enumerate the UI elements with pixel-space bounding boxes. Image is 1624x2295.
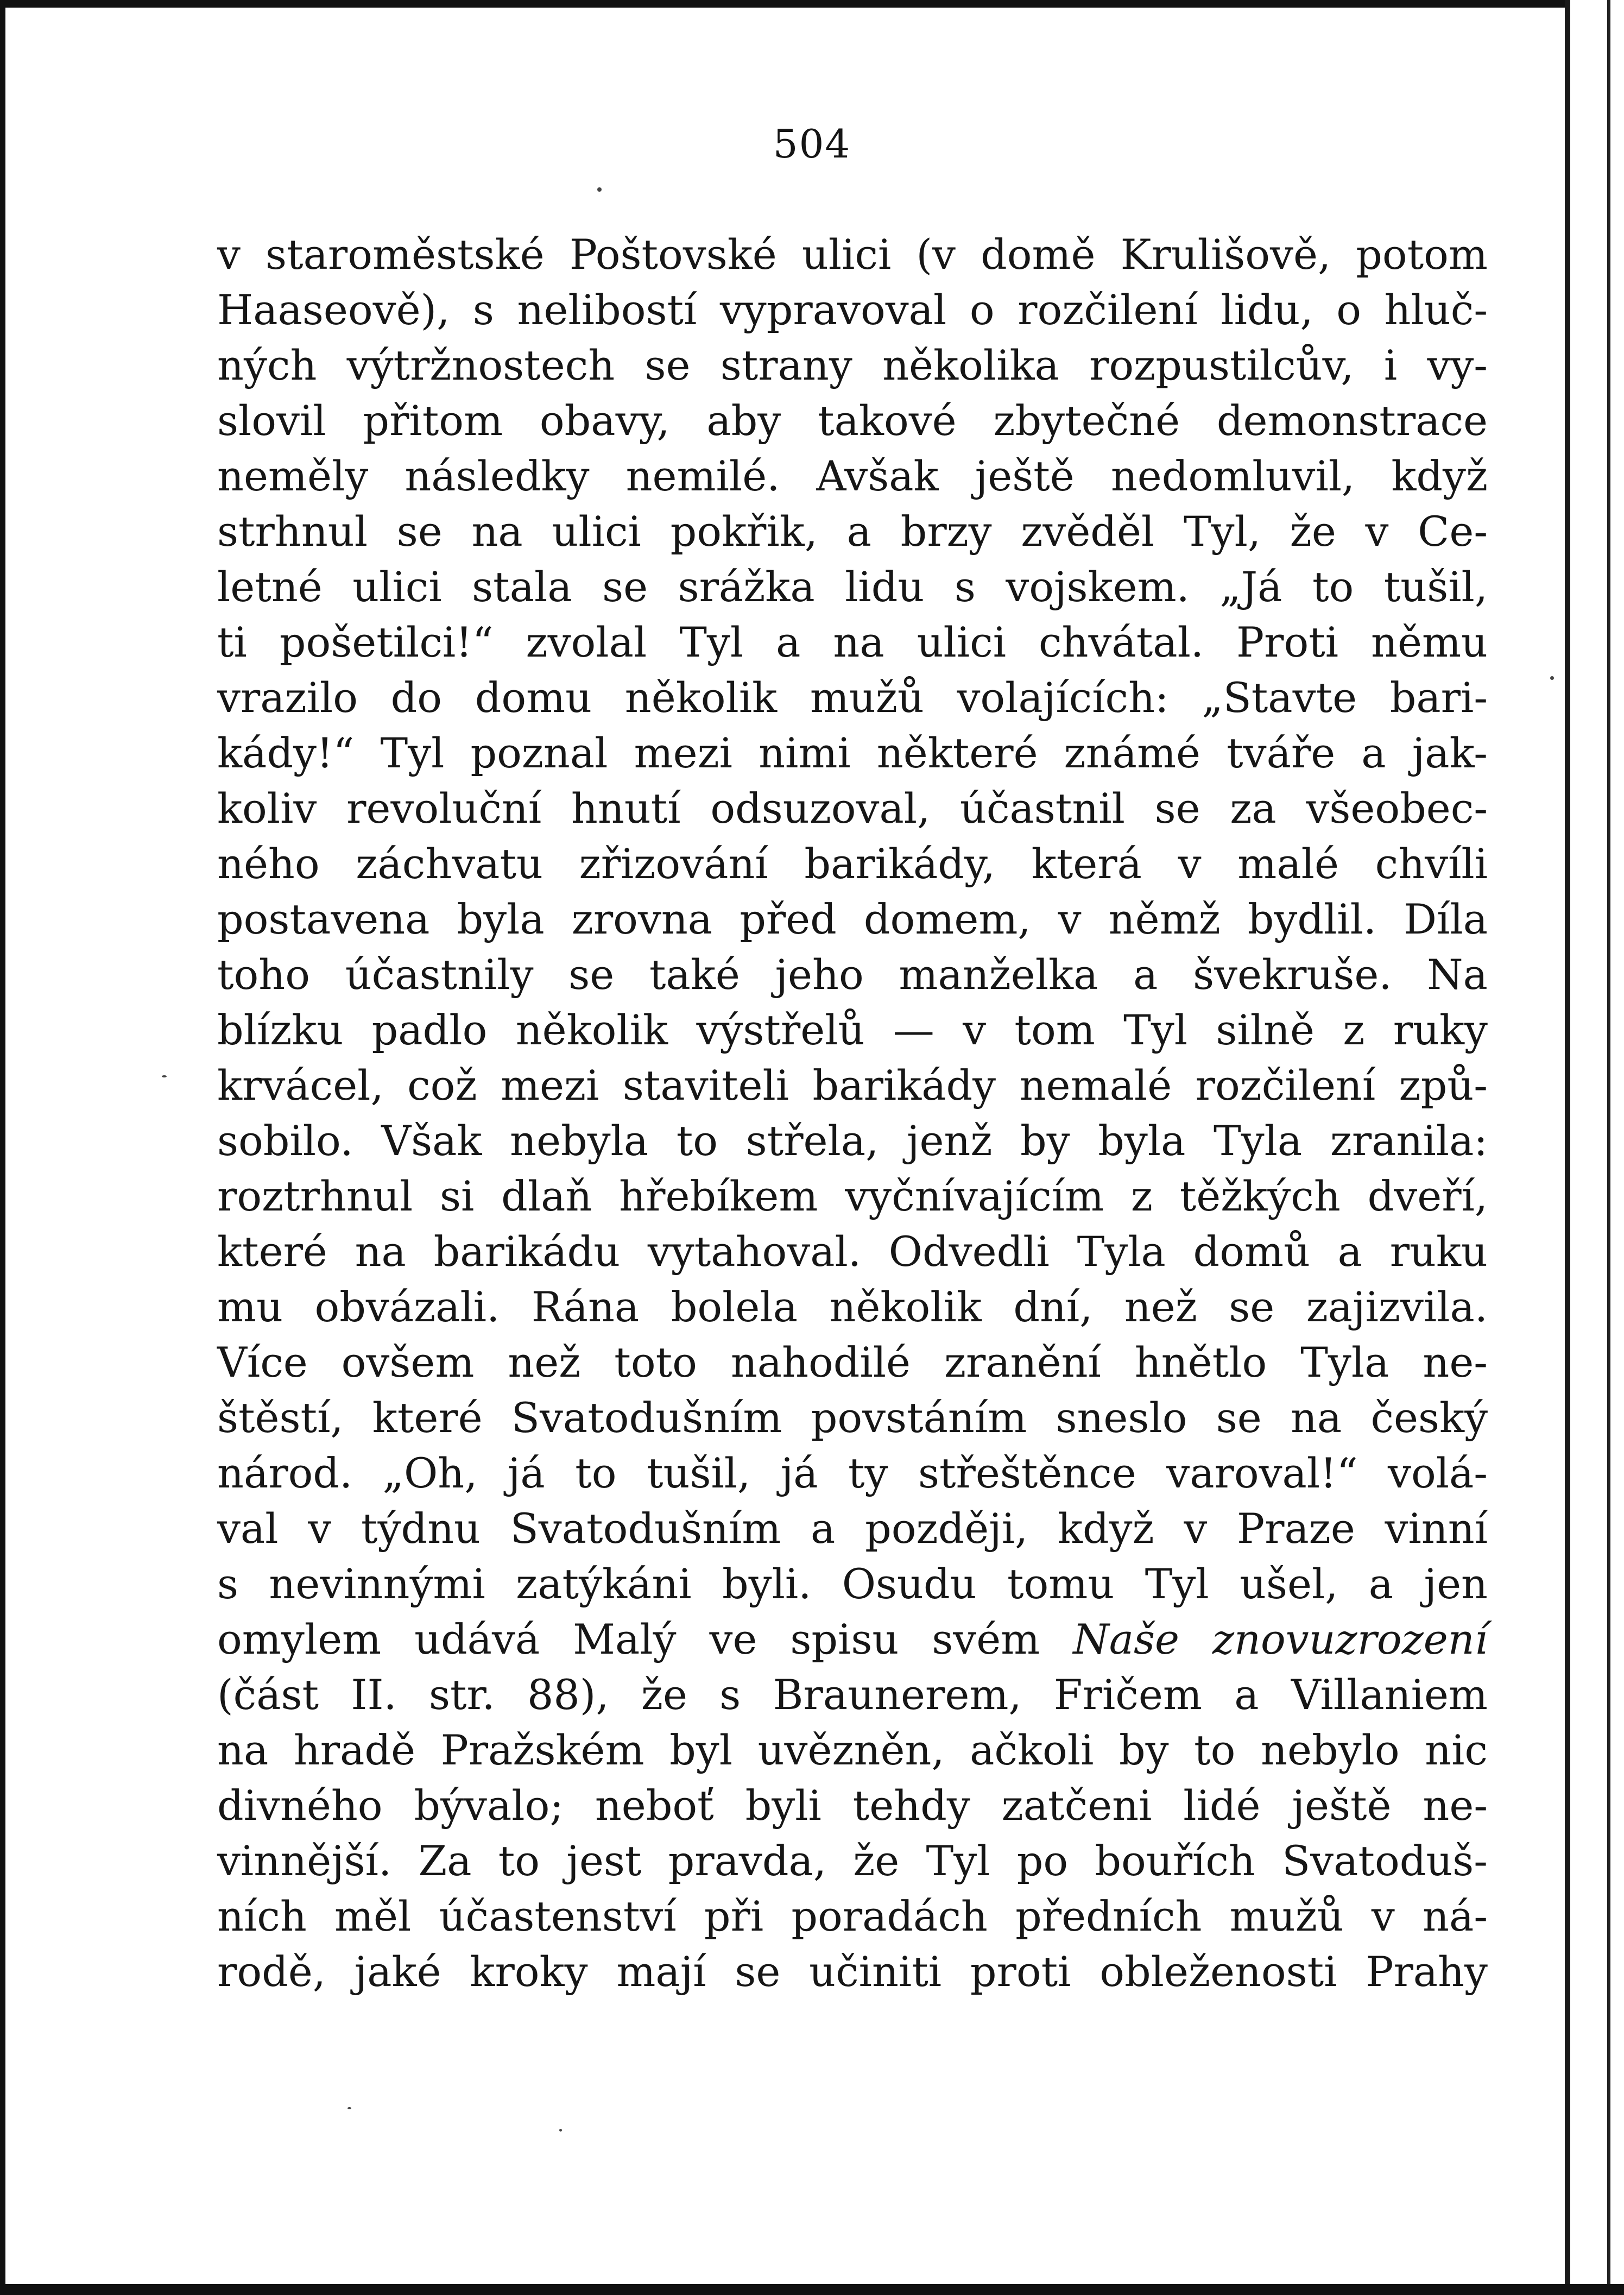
scan-border-right: [1607, 0, 1610, 2295]
text-line: koliv revoluční hnutí odsuzoval, účastnil se za všeobec-: [217, 784, 1488, 833]
page-number: 504: [773, 121, 851, 167]
text-line: s nevinnými zatýkáni byli. Osudu tomu Tyl ušel, a jen: [217, 1560, 1488, 1608]
text-line: letné ulici stala se srážka lidu s vojskem. „Já to tušil,: [217, 563, 1488, 611]
text-line: postavena byla zrovna před domem, v němž bydlil. Díla: [217, 895, 1488, 943]
text-line: (část II. str. 88), že s Braunerem, Fričem a Villaniem: [217, 1670, 1488, 1719]
scan-speck: [559, 2129, 562, 2132]
scan-border-bottom: [0, 2284, 1624, 2295]
text-line: ného záchvatu zřizování barikády, která v malé chvíli: [217, 840, 1488, 888]
book-title: Naše znovuzrození: [1073, 1615, 1488, 1663]
text-line: mu obvázali. Rána bolela několik dní, než se zajizvila.: [217, 1283, 1488, 1331]
text-line: slovil přitom obavy, aby takové zbytečné demonstrace: [217, 396, 1488, 445]
text-fragment: omylem udává Malý ve spisu svém: [217, 1615, 1073, 1663]
text-line: vrazilo do domu několik mužů volajících: „Stavte bari-: [217, 673, 1488, 722]
text-line: na hradě Pražském byl uvězněn, ačkoli by to nebylo nic: [217, 1726, 1488, 1774]
text-line: toho účastnily se také jeho manželka a švekruše. Na: [217, 950, 1488, 999]
text-line: kády!“ Tyl poznal mezi nimi některé známé tváře a jak-: [217, 729, 1488, 777]
text-line: divného bývalo; neboť byli tehdy zatčeni lidé ještě ne-: [217, 1781, 1488, 1830]
scan-margin-right: [1570, 0, 1624, 2295]
text-line: val v týdnu Svatodušním a později, když v Praze vinní: [217, 1504, 1488, 1553]
text-line: které na barikádu vytahoval. Odvedli Tyla domů a ruku: [217, 1227, 1488, 1276]
text-line: Více ovšem než toto nahodilé zranění hnětlo Tyla ne-: [217, 1338, 1488, 1386]
body-text: [217, 227, 1488, 2000]
scan-border-right-shadow: [1565, 0, 1570, 2295]
text-line: ti pošetilci!“ zvolal Tyl a na ulici chvátal. Proti němu: [217, 618, 1488, 666]
text-line: krvácel, což mezi staviteli barikády nemalé rozčilení způ-: [217, 1061, 1488, 1109]
scan-speck: [597, 187, 602, 192]
text-line: ných výtržnostech se strany několika rozpustilcův, i vy-: [217, 341, 1488, 389]
text-line: sobilo. Však nebyla to střela, jenž by byla Tyla zranila:: [217, 1117, 1488, 1165]
text-line: rodě, jaké kroky mají se učiniti proti obleženosti Prahy: [217, 1947, 1488, 1996]
text-line: roztrhnul si dlaň hřebíkem vyčnívajícím z těžkých dveří,: [217, 1172, 1488, 1220]
text-line: národ. „Oh, já to tušil, já ty střeštěnce varoval!“ volá-: [217, 1449, 1488, 1497]
text-line: strhnul se na ulici pokřik, a brzy zvěděl Tyl, že v Ce-: [217, 507, 1488, 556]
text-line: ních měl účastenství při poradách předních mužů v ná-: [217, 1892, 1488, 1940]
text-line: štěstí, které Svatodušním povstáním sneslo se na český: [217, 1394, 1488, 1442]
scan-border-top: [0, 0, 1624, 8]
text-line: Haaseově), s nelibostí vypravoval o rozčilení lidu, o hluč-: [217, 286, 1488, 334]
text-line: v staroměstské Poštovské ulici (v domě Krulišově, potom: [217, 230, 1488, 279]
text-line: vinnější. Za to jest pravda, že Tyl po bouřích Svatoduš-: [217, 1837, 1488, 1885]
text-line: blízku padlo několik výstřelů — v tom Tyl silně z ruky: [217, 1006, 1488, 1054]
text-line-with-title: [217, 1612, 1488, 1667]
scan-border-left: [0, 0, 5, 2295]
scan-speck: [347, 2107, 351, 2109]
scan-speck: [162, 1075, 167, 1077]
text-line: neměly následky nemilé. Avšak ještě nedomluvil, když: [217, 452, 1488, 500]
scan-speck: [1550, 676, 1554, 680]
